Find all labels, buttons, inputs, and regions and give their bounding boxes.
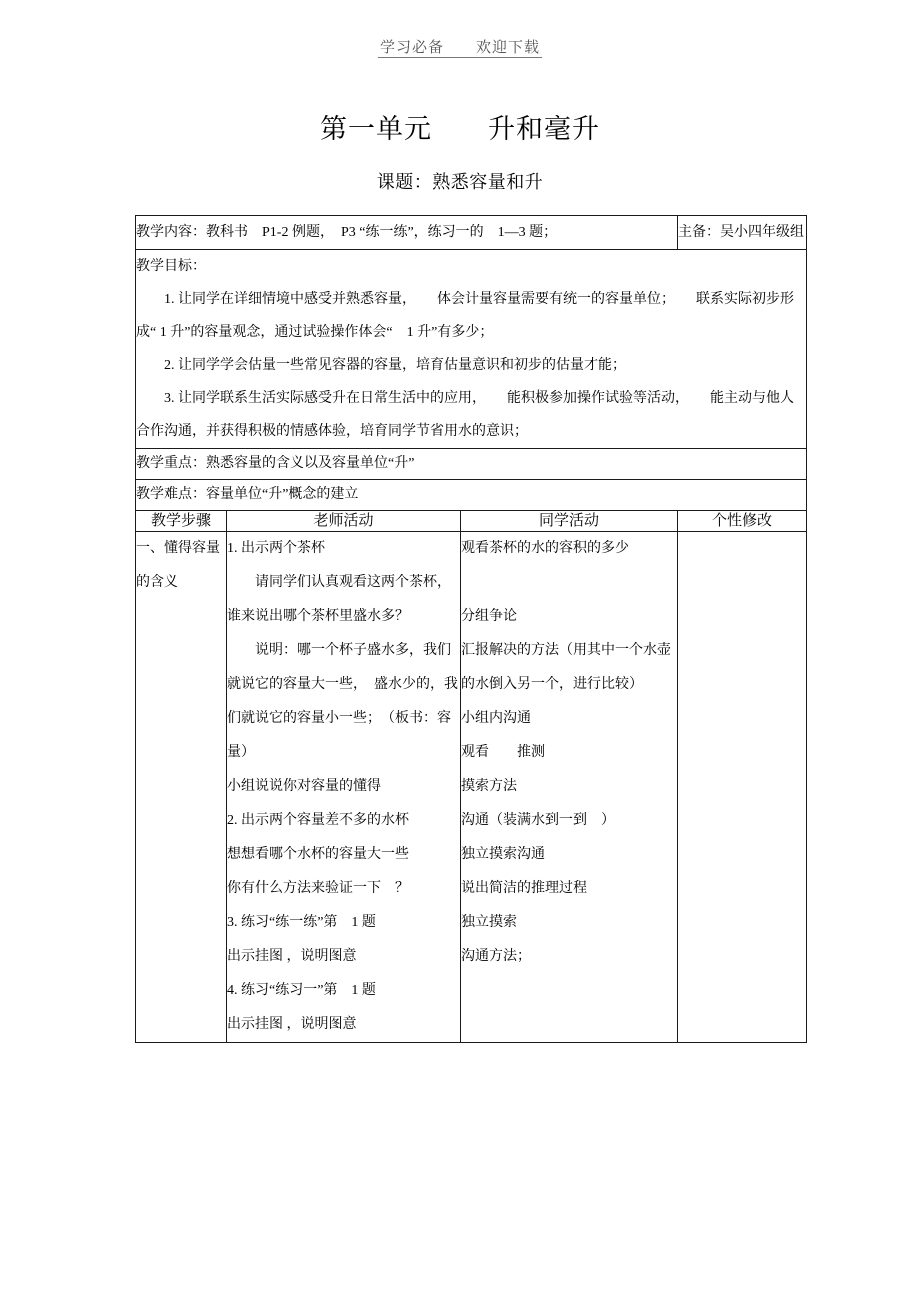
- teacher-activity-line: 请同学们认真观看这两个茶杯，谁来说出哪个茶杯里盛水多？: [227, 575, 451, 624]
- student-activity-line: 小组内沟通: [461, 711, 531, 726]
- table-row: [136, 480, 807, 511]
- table-row: [136, 532, 807, 1043]
- difficulty-text: 教学难点：容量单位“升”概念的建立: [136, 487, 359, 502]
- key-point-cell: [136, 449, 807, 480]
- student-activity-line: 沟通方法；: [461, 949, 531, 964]
- student-activity-line: 汇报解决的方法（用其中一个水壶的水倒入另一个，进行比较）: [461, 643, 671, 692]
- teacher-activity-line: 出示挂图 ，说明图意: [227, 1017, 357, 1032]
- table-header-row: [136, 511, 807, 532]
- student-activity-line: 摸索方法: [461, 779, 517, 794]
- teacher-activity-cell: [227, 532, 461, 1043]
- student-activity-line: 独立摸索沟通: [461, 847, 545, 862]
- student-activity-line: 分组争论: [461, 609, 517, 624]
- column-header-student: 同学活动: [461, 511, 678, 532]
- teaching-content-cell: [136, 216, 678, 250]
- student-activity-line: 独立摸索: [461, 915, 517, 930]
- teacher-activity-line: 1. 出示两个茶杯: [227, 541, 325, 556]
- teacher-activity-line: 想想看哪个水杯的容量大一些: [227, 847, 409, 862]
- lesson-plan-table: [135, 215, 807, 1043]
- page-subtitle: 课题：熟悉容量和升: [376, 172, 544, 192]
- key-point-text: 教学重点：熟悉容量的含义以及容量单位“升”: [136, 456, 415, 471]
- student-activity-line: 沟通（装满水到一到 ）: [461, 813, 615, 828]
- teaching-goals-cell: [136, 250, 807, 449]
- teaching-goal-item: 3. 让同学联系生活实际感受升在日常生活中的应用， 能积极参加操作试验等活动， 能主动与他人合作沟通，并获得积极的情感体验，培育同学节省用水的意识；: [136, 391, 794, 439]
- column-header-steps: 教学步骤: [136, 511, 227, 532]
- personal-notes-cell: [678, 532, 807, 1043]
- table-row: [136, 250, 807, 449]
- main-author-cell: [678, 216, 807, 250]
- page-title: 第一单元 升和毫升: [320, 114, 600, 144]
- steps-text: 一、懂得容量的含义: [136, 541, 220, 590]
- student-activity-cell: [461, 532, 678, 1043]
- teacher-activity-line: 出示挂图 ，说明图意: [227, 949, 357, 964]
- running-header: [0, 36, 920, 57]
- student-activity-line: 观看 推测: [461, 745, 545, 760]
- running-header-text: 学习必备 欢迎下载: [379, 40, 540, 56]
- student-activity-line: 说出简洁的推理过程: [461, 881, 587, 896]
- teaching-goal-item: 2. 让同学学会估量一些常见容器的容量，培育估量意识和初步的估量才能；: [164, 358, 626, 373]
- student-activity-spacer: [461, 566, 677, 600]
- teacher-activity-line: 4. 练习“练习一”第 1 题: [227, 983, 376, 998]
- main-author-text: 主备：吴小四年级组: [678, 225, 805, 240]
- teacher-activity-line: 你有什么方法来验证一下 ？: [227, 881, 409, 896]
- teaching-goal-item: 1. 让同学在详细情境中感受并熟悉容量， 体会计量容量需要有统一的容量单位； 联系实际初步形成“ 1 升”的容量观念，通过试验操作体会“ 1 升”有多少；: [136, 292, 794, 340]
- table-row: [136, 216, 807, 250]
- steps-cell: [136, 532, 227, 1043]
- difficulty-cell: [136, 480, 807, 511]
- table-row: [136, 449, 807, 480]
- teacher-activity-line: 小组说说你对容量的懂得: [227, 779, 381, 794]
- teacher-activity-line: 说明：哪一个杯子盛水多，我们就说它的容量大一些， 盛水少的，我们就说它的容量小一些； （板书：容量）: [227, 643, 458, 760]
- column-header-teacher: 老师活动: [227, 511, 461, 532]
- student-activity-line: 观看茶杯的水的容积的多少: [461, 541, 629, 556]
- teaching-goals-heading: 教学目标：: [136, 259, 206, 274]
- teacher-activity-line: 2. 出示两个容量差不多的水杯: [227, 813, 409, 828]
- teaching-content-text: 教学内容：教科书 P1-2 例题， P3 “练一练”，练习一的 1—3 题；: [136, 225, 558, 240]
- column-header-notes: 个性修改: [678, 511, 807, 532]
- teacher-activity-line: 3. 练习“练一练”第 1 题: [227, 915, 376, 930]
